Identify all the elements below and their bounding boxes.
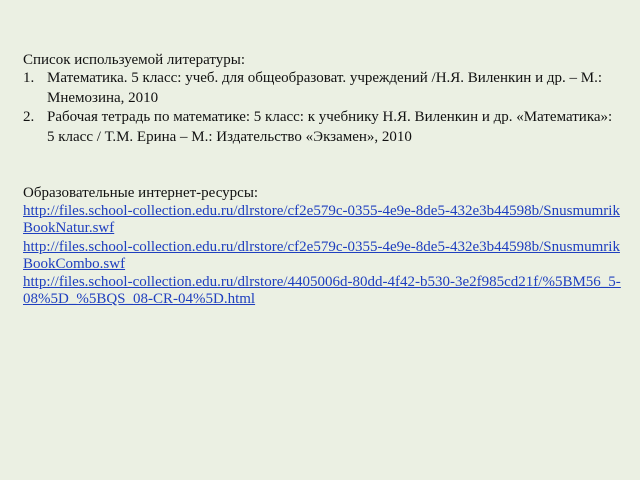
list-number: 2. [23, 109, 35, 125]
literature-item-text: Математика. 5 класс: учеб. для общеобразоват. учреждений /Н.Я. Виленкин и др. – М.: Мнемозина, 2010 [47, 70, 602, 106]
literature-item [23, 69, 623, 108]
resources-heading: Образовательные интернет-ресурсы: [23, 185, 259, 201]
list-number: 1. [23, 70, 35, 86]
resource-link-natur[interactable]: http://files.school-collection.edu.ru/dlrstore/cf2e579c-0355-4e9e-8de5-432e3b44598b/SnusmumrikBookNatur.swf [23, 203, 620, 236]
resource-link-html[interactable]: http://files.school-collection.edu.ru/dlrstore/4405006d-80dd-4f42-b530-3e2f985cd21f/%5BM56_5-08%5D_%5BQS_08-CR-04%5D.html [23, 274, 621, 307]
literature-list [23, 69, 623, 147]
resource-link-combo[interactable]: http://files.school-collection.edu.ru/dlrstore/cf2e579c-0355-4e9e-8de5-432e3b44598b/SnusmumrikBookCombo.swf [23, 239, 620, 272]
literature-heading: Список используемой литературы: [23, 52, 246, 68]
literature-item [23, 108, 623, 147]
literature-item-text: Рабочая тетрадь по математике: 5 класс: к учебнику Н.Я. Виленкин и др. «Математика»: 5 класс / Т.М. Ерина – М.: Издательство «Экзамен», 2010 [47, 109, 613, 145]
